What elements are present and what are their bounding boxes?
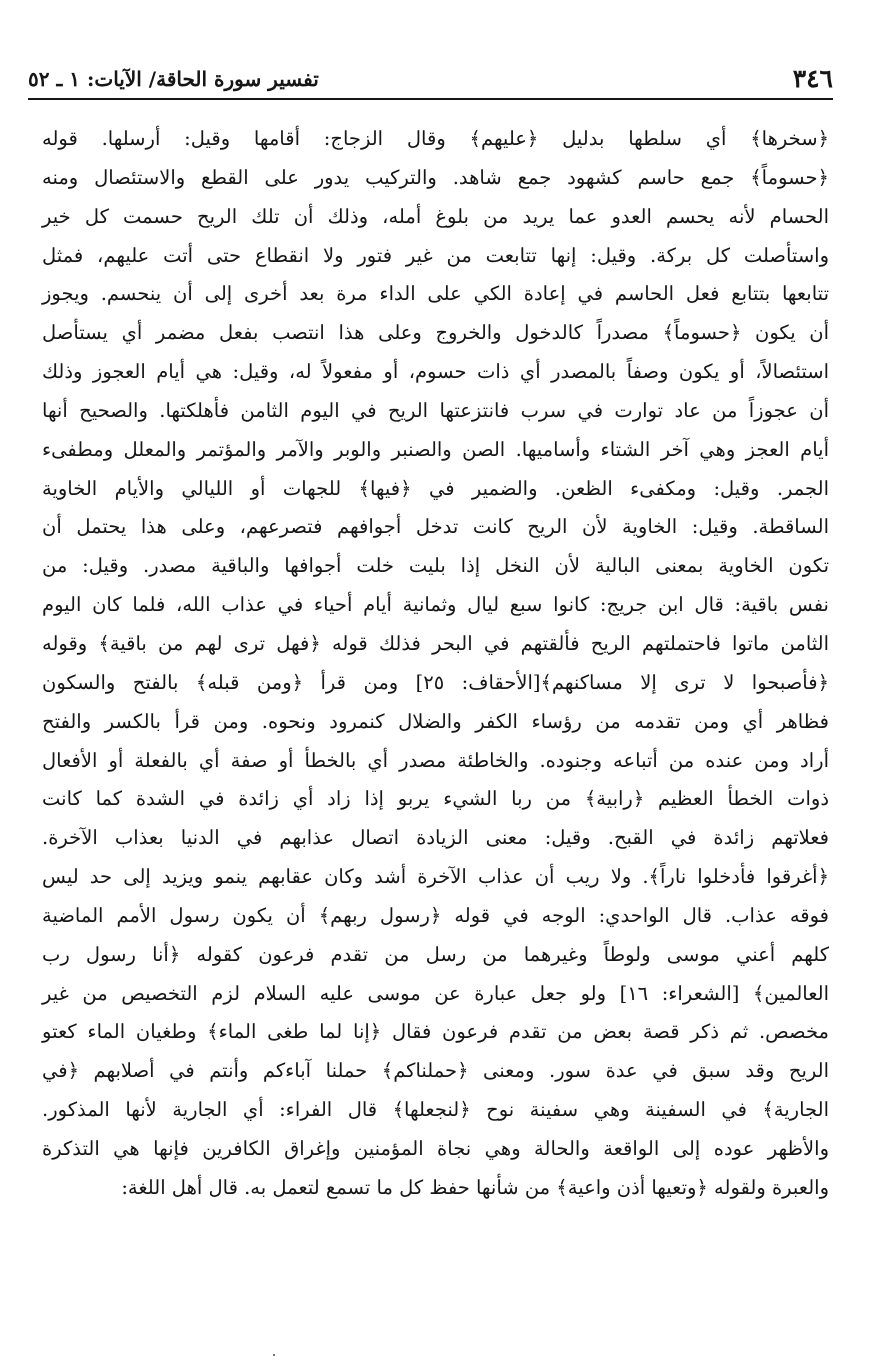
text-line: فظاهر أي ومن تقدمه من رؤساء الكفر والضلال كنمرود ونحوه. ومن قرأ بالكسر والفتح (42, 709, 829, 733)
text-line: الريح وقد سبق في عدة سور. ومعنى ﴿حملناكم﴾ حملنا آباءكم وأنتم في أصلابهم ﴿في (42, 1059, 829, 1083)
text-line: والعبرة ولقوله ﴿وتعيها أذن واعية﴾ من شأنها حفظ كل ما تسمع لتعمل به. قال أهل اللغة: (121, 1175, 829, 1199)
text-line: أن يكون ﴿حسوماً﴾ مصدراً كالدخول والخروج وعلى هذا انتصب بفعل مضمر أي يستأصل (42, 321, 829, 345)
scan-speck (273, 1354, 275, 1356)
text-line: تكون الخاوية بمعنى البالية لأن النخل إذا بليت خلت أجوافها والباقية مصدر. وقيل: من (42, 554, 829, 578)
text-line: ﴿أغرقوا فأدخلوا ناراً﴾. ولا ريب أن عذاب الآخرة أشد وكان عقابهم ينمو ويزيد إلى حد ليس (42, 865, 829, 889)
text-line: ﴿فأصبحوا لا ترى إلا مساكنهم﴾[الأحقاف: ٢٥] ومن قرأ ﴿ومن قبله﴾ بالفتح والسكون (42, 670, 829, 694)
text-line: فعلاتهم زائدة في القبح. وقيل: معنى الزيادة اتصال عذابهم في الدنيا بعذاب الآخرة. (42, 826, 829, 850)
text-line: تتابعها بتتابع فعل الحاسم في إعادة الكي على الداء مرة بعد أخرى إلى أن ينحسم. ويجوز (42, 282, 829, 306)
text-line: أن عجوزاً من عاد توارت في سرب فانتزعتها الريح في اليوم الثامن فأهلكتها. والصحيح أنها (42, 398, 829, 422)
text-line: واستأصلت كل بركة. وقيل: إنها تتابعت من غير فتور ولا انقطاع حتى أتت عليهم، فمثل (42, 243, 829, 267)
text-line: العالمين﴾ [الشعراء: ١٦] ولو جعل عبارة عن موسى عليه السلام لزم التخصيص من غير (42, 981, 829, 1005)
commentary-body (42, 120, 829, 1208)
text-line: فوقه عذاب. قال الواحدي: الوجه في قوله ﴿رسول ربهم﴾ أن يكون رسول الأمم الماضية (42, 903, 829, 927)
text-line: ﴿حسوماً﴾ جمع حاسم كشهود جمع شاهد. والتركيب يدور على القطع والاستئصال ومنه (42, 165, 829, 189)
text-line: ذوات الخطأ العظيم ﴿رابية﴾ من ربا الشيء يربو إذا زاد أي زائدة في الشدة كما كانت (42, 787, 829, 811)
running-title: تفسير سورة الحاقة/ الآيات: ١ ـ ٥٢ (28, 67, 319, 91)
text-line: والأظهر عوده إلى الواقعة والحالة وهي نجاة المؤمنين وإغراق الكافرين فإنها هي التذكرة (42, 1136, 829, 1160)
text-line: مخصص. ثم ذكر قصة بعض من تقدم فرعون فقال ﴿إنا لما طغى الماء﴾ وطغيان الماء كعتو (42, 1020, 829, 1044)
text-line: الساقطة. وقيل: الخاوية لأن الريح كانت تدخل أجوافهم فتصرعهم، وعلى هذا يحتمل أن (42, 515, 829, 539)
text-line: الجارية﴾ في السفينة وهي سفينة نوح ﴿لنجعلها﴾ قال الفراء: أي الجارية لأنها المذكور. (42, 1098, 829, 1122)
text-line: الجمر. وقيل: ومكفىء الظعن. والضمير في ﴿فيها﴾ للجهات أو الليالي والأيام الخاوية (42, 476, 829, 500)
page-header (28, 58, 833, 100)
text-line: الحسام لأنه يحسم العدو عما يريد من بلوغ أمله، وذلك أن تلك الريح حسمت كل خير (42, 204, 829, 228)
page-number: ٣٤٦ (792, 64, 833, 93)
text-line: استئصالاً، أو يكون وصفاً بالمصدر أي ذات حسوم، أو مفعولاً له، وقيل: هي أيام العجوز وذلك (42, 360, 829, 384)
text-line: أيام العجز وهي آخر الشتاء وأساميها. الصن والصنبر والوبر والآمر والمؤتمر والمعلل ومطفىء (42, 437, 829, 461)
text-line: نفس باقية: قال ابن جريج: كانوا سبع ليال وثمانية أيام أحياء في عذاب الله، فلما كان اليوم (42, 593, 829, 617)
text-line: ﴿سخرها﴾ أي سلطها بدليل ﴿عليهم﴾ وقال الزجاج: أقامها وقيل: أرسلها. قوله (42, 127, 829, 150)
text-line: أراد ومن عنده من أتباعه وجنوده. والخاطئة مصدر أي بالخطأ أو صفة أي بالفعلة أو الأفعال (42, 748, 829, 772)
text-line: كلهم أعني موسى ولوطاً وغيرهما من رسل من تقدم فرعون كقوله ﴿أنا رسول رب (42, 942, 829, 966)
text-line: الثامن ماتوا فاحتملتهم الريح فألقتهم في البحر فذلك قوله ﴿فهل ترى لهم من باقية﴾ وقوله (42, 631, 829, 655)
